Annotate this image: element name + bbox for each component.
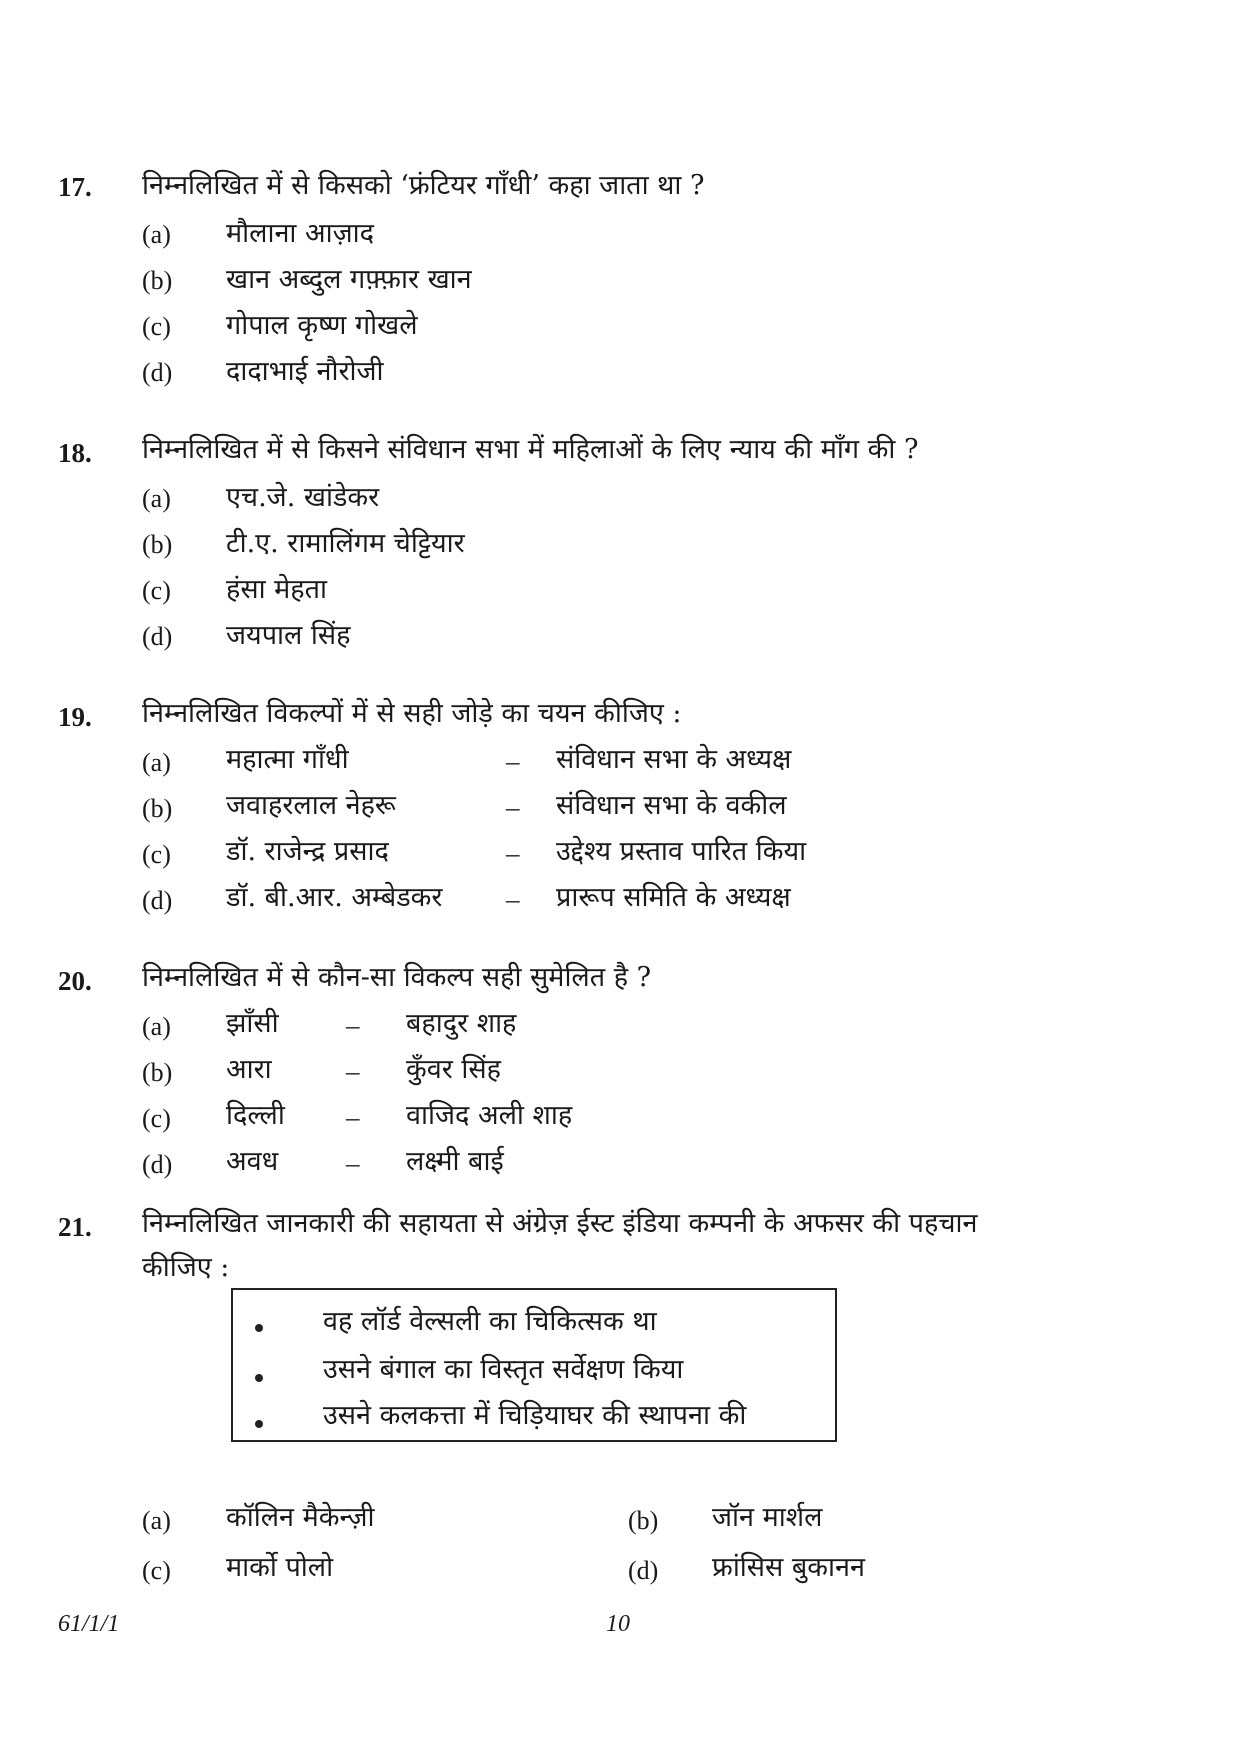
option-right: लक्ष्मी बाई bbox=[406, 1146, 504, 1177]
option-dash: – bbox=[346, 1056, 360, 1086]
clue-item: उसने बंगाल का विस्तृत सर्वेक्षण किया bbox=[323, 1354, 684, 1385]
option-dash: – bbox=[506, 746, 520, 776]
option-label: (c) bbox=[142, 576, 171, 605]
question-text: निम्नलिखित में से किसको ‘फ्रंटियर गाँधी’ कहा जाता था ? bbox=[142, 170, 705, 201]
option-dash: – bbox=[346, 1102, 360, 1132]
option-text: खान अब्दुल गफ़्फ़ार खान bbox=[226, 264, 472, 295]
option-left: डॉ. बी.आर. अम्बेडकर bbox=[226, 882, 443, 913]
option-right: कुँवर सिंह bbox=[406, 1054, 501, 1085]
option-left: दिल्ली bbox=[226, 1100, 285, 1131]
question-text: निम्नलिखित में से किसने संविधान सभा में महिलाओं के लिए न्याय की माँग की ? bbox=[142, 434, 919, 465]
paper-code: 61/1/1 bbox=[58, 1611, 120, 1637]
option-dash: – bbox=[506, 884, 520, 914]
option-text: टी.ए. रामालिंगम चेट्टियार bbox=[226, 528, 465, 559]
option-left: झाँसी bbox=[226, 1008, 279, 1039]
option-label: (d) bbox=[142, 622, 173, 651]
option-label: (c) bbox=[142, 1556, 171, 1585]
option-left: डॉ. राजेन्द्र प्रसाद bbox=[226, 836, 389, 867]
option-label: (c) bbox=[142, 840, 171, 869]
option-text: जयपाल सिंह bbox=[226, 620, 351, 651]
option-right: संविधान सभा के वकील bbox=[556, 790, 787, 821]
option-label: (a) bbox=[142, 484, 171, 513]
option-label: (b) bbox=[142, 266, 173, 295]
option-text: हंसा मेहता bbox=[226, 574, 328, 605]
question-text-line-2: कीजिए : bbox=[142, 1252, 230, 1283]
option-left: आरा bbox=[226, 1054, 272, 1085]
option-label: (c) bbox=[142, 312, 171, 341]
option-label: (d) bbox=[142, 358, 173, 387]
page-number: 10 bbox=[606, 1611, 630, 1637]
clue-item: उसने कलकत्ता में चिड़ियाघर की स्थापना की bbox=[323, 1400, 747, 1431]
option-label: (d) bbox=[142, 886, 173, 915]
question-text: निम्नलिखित में से कौन-सा विकल्प सही सुमेलित है ? bbox=[142, 962, 652, 993]
option-text: मार्को पोलो bbox=[226, 1552, 334, 1583]
option-dash: – bbox=[506, 792, 520, 822]
option-label: (a) bbox=[142, 1012, 171, 1041]
option-label: (b) bbox=[142, 794, 173, 823]
option-label: (c) bbox=[142, 1104, 171, 1133]
question-text-line-1: निम्नलिखित जानकारी की सहायता से अंग्रेज़ ईस्ट इंडिया कम्पनी के अफसर की पहचान bbox=[142, 1208, 978, 1239]
option-dash: – bbox=[346, 1148, 360, 1178]
option-text: दादाभाई नौरोजी bbox=[226, 356, 384, 387]
option-dash: – bbox=[506, 838, 520, 868]
question-number: 20. bbox=[58, 966, 92, 996]
option-dash: – bbox=[346, 1010, 360, 1040]
bullet-icon bbox=[255, 1420, 263, 1428]
option-label: (a) bbox=[142, 220, 171, 249]
option-text: मौलाना आज़ाद bbox=[226, 218, 374, 249]
option-label: (d) bbox=[142, 1150, 173, 1179]
option-right: बहादुर शाह bbox=[406, 1008, 517, 1039]
option-right: संविधान सभा के अध्यक्ष bbox=[556, 744, 792, 775]
option-left: महात्मा गाँधी bbox=[226, 744, 349, 775]
option-label: (b) bbox=[142, 1058, 173, 1087]
clue-box bbox=[231, 1288, 837, 1442]
question-number: 21. bbox=[58, 1212, 92, 1242]
question-text: निम्नलिखित विकल्पों में से सही जोड़े का चयन कीजिए : bbox=[142, 698, 682, 729]
option-label: (b) bbox=[142, 530, 173, 559]
option-text: जॉन मार्शल bbox=[712, 1502, 823, 1533]
option-text: गोपाल कृष्ण गोखले bbox=[226, 310, 418, 341]
question-number: 18. bbox=[58, 438, 92, 468]
clue-item: वह लॉर्ड वेल्सली का चिकित्सक था bbox=[323, 1306, 657, 1337]
option-right: उद्देश्य प्रस्ताव पारित किया bbox=[556, 836, 807, 867]
option-label: (a) bbox=[142, 1506, 171, 1535]
option-left: अवध bbox=[226, 1146, 279, 1177]
option-text: कॉलिन मैकेन्ज़ी bbox=[226, 1502, 375, 1533]
question-number: 19. bbox=[58, 702, 92, 732]
option-label: (d) bbox=[628, 1556, 659, 1585]
option-text: फ्रांसिस बुकानन bbox=[712, 1552, 866, 1583]
option-right: वाजिद अली शाह bbox=[406, 1100, 573, 1131]
option-label: (b) bbox=[628, 1506, 659, 1535]
option-right: प्रारूप समिति के अध्यक्ष bbox=[556, 882, 791, 913]
bullet-icon bbox=[255, 1374, 263, 1382]
bullet-icon bbox=[255, 1324, 263, 1332]
option-text: एच.जे. खांडेकर bbox=[226, 482, 380, 513]
option-left: जवाहरलाल नेहरू bbox=[226, 790, 396, 821]
question-number: 17. bbox=[58, 172, 92, 202]
option-label: (a) bbox=[142, 748, 171, 777]
